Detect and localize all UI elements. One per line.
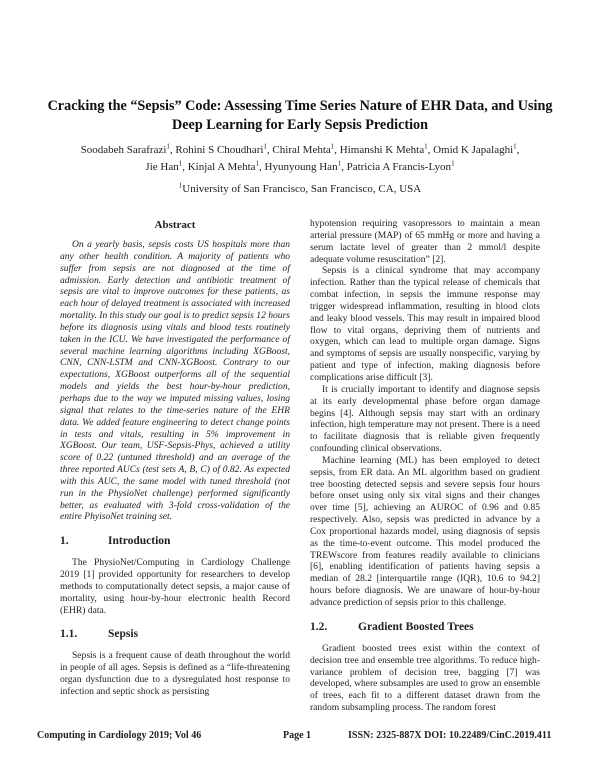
affiliation-marker: 1 [263,142,267,151]
affiliation-marker: 1 [337,159,342,168]
abstract-text: On a yearly basis, sepsis costs US hospitals more than any other health condition. A majority of patients who suffer from sepsis are not diagnosed at the time of admission. Early detection and antibiotic treatment of sepsis are vital to improve outcomes for these patients, as each hour of delayed treatment is associated with increased mortality. In this study our goal is to predict sepsis 12 hours before its diagnosis using vitals and blood tests routinely taken in the ICU. We have investigated the performance of several machine learning algorithms including XGBoost, CNN, CNN-LSTM and CNN-XGBoost. Contrary to our expectations, XGBoost outperforms all of the sequential models and yields the best hour-by-hour prediction, perhaps due to the way we imputed missing values, losing signal that relates to the time-series nature of the EHR data. We added feature engineering to detect change points in tests and vitals, resulting in 5% improvement in XGBoost. Our team, USF-Sepsis-Phys, achieved a utility score of 0.22 (untuned threshold) and an average of the three reported AUCs (test sets A, B, C) of 0.82. As expected with this AUC, the same model with tuned threshold (not run in the PhysioNet challenge) performed significantly better, as evaluated with 3-fold cross-validation of the entire PhyisoNet training set. [60,239,290,523]
paragraph: It is crucially important to identify and diagnose sepsis at its early developmental phase before organ damage begins [4]. Although sepsis may start with an ordinary infection, high temperature may not present. There is a need to facilitate diagnosis that is reliable given frequently confounding clinical observations. [310,383,540,455]
affiliation-marker: 1 [178,181,183,190]
introduction-body [60,557,290,616]
paragraph: Gradient boosted trees exist within the context of decision tree and ensemble tree algorithms. To reduce high-variance problem of decision tree, bagging [7] was developed, where subsamples are used to grow an ensemble of trees, each fit to a different dataset drawn from the random subsampling process. The random forest [310,642,540,714]
section-heading-introduction [60,534,290,548]
paragraph: The PhysioNet/Computing in Cardiology Challenge 2019 [1] provided opportunity for researchers to develop methods to computationally detect sepsis, a major cause of mortality, using hour-by-hour electronic health Record (EHR) data. [60,557,290,616]
section-number: 1.1. [60,628,78,641]
footer-page-number: Page 1 [283,730,312,741]
paragraph: Machine learning (ML) has been employed to detect sepsis, from ER data. An ML algorithm based on gradient tree boosting detected sepsis and severe sepsis four hours before onset using only six vital signs and their changes over time [5], achieving an AUROC of 0.96 and 0.85 respectively. Also, sepsis was predicted in advance by a Cox proportional hazards model, using diagnosis of sepsis as the time-to-event outcome. This model produced the TREWscore from features readily available to clinicians [6], enabling identification of patients having sepsis a median of 28.2 [interquartile range (IQR), 10.6 to 94.2] hours before diagnosis. We are unaware of hour-by-hour advance prediction of sepsis prior to this challenge. [310,454,540,608]
section-number: 1. [60,535,69,548]
section-heading-sepsis [60,627,290,641]
paragraph: Sepsis is a clinical syndrome that may accompany infection. Rather than the typical release of chemicals that combat infection, in sepsis the immune response may trigger widespread inflammation, resulting in blood clots and leaky blood vessels. This may result in impaired blood flow to vital organs, depriving them of nutrients and oxygen, which can lead to multiple organ damage. Signs and symptoms of sepsis are usually nonspecific, varying by patient and type of infection, making diagnosis before complications arise difficult [3]. [310,265,540,383]
paragraph: hypotension requiring vasopressors to maintain a mean arterial pressure (MAP) of 65 mmHg or more and having a serum lactate level of greater than 2 mmol/l despite adequate volume resuscitation” [2]. [310,218,540,265]
affiliation-marker: 1 [451,159,455,168]
author-list [40,142,560,176]
footer-journal: Computing in Cardiology 2019; Vol 46 [37,730,202,741]
section-number: 1.2. [310,620,328,633]
left-column [60,218,290,714]
affiliation-marker: 1 [166,142,170,151]
abstract-body [60,239,290,523]
affiliation-marker: 1 [178,159,183,168]
section-title: Gradient Boosted Trees [358,620,474,633]
two-column-body [60,218,600,714]
paragraph: Sepsis is a frequent cause of death throughout the world in people of all ages. Sepsis is defined as a “life-threatening organ dysfunction due to a dysregulated host response to infection and septic shock as persisting [60,650,290,697]
section-title: Introduction [108,535,171,548]
footer-issn-doi: ISSN: 2325-887X DOI: 10.22489/CinC.2019.411 [348,730,552,741]
right-column-body [310,218,540,609]
affiliation-marker: 1 [513,142,517,151]
section-heading-gradient-boosted-trees [310,620,540,634]
section-title: Sepsis [108,628,139,641]
right-column [310,218,540,714]
affiliation-marker: 1 [424,142,428,151]
gbt-body [310,643,540,714]
paper-title: Cracking the “Sepsis” Code: Assessing Time Series Nature of EHR Data, and Using Deep Learning for Early Sepsis Prediction [47,98,553,133]
abstract-heading: Abstract [154,219,196,231]
authors-line-2: Jie Han$^1$, Kinjal A Mehta$^1$, Hyunyoung Han$^1$, Patricia A Francis-Lyon$^1$ [145,159,455,173]
authors-line-1: Soodabeh Sarafrazi$^1$, Rohini S Choudhari$^1$, Chiral Mehta$^1$, Himanshi K Mehta$^1$, Omid K Japalaghi$^1$, [80,142,520,156]
sepsis-body [60,650,290,697]
affiliation-marker: 1 [255,159,260,168]
page-footer [0,720,600,776]
affiliation: $^1$University of San Francisco, San Francisco, CA, USA [178,181,422,195]
affiliation-marker: 1 [330,142,335,151]
